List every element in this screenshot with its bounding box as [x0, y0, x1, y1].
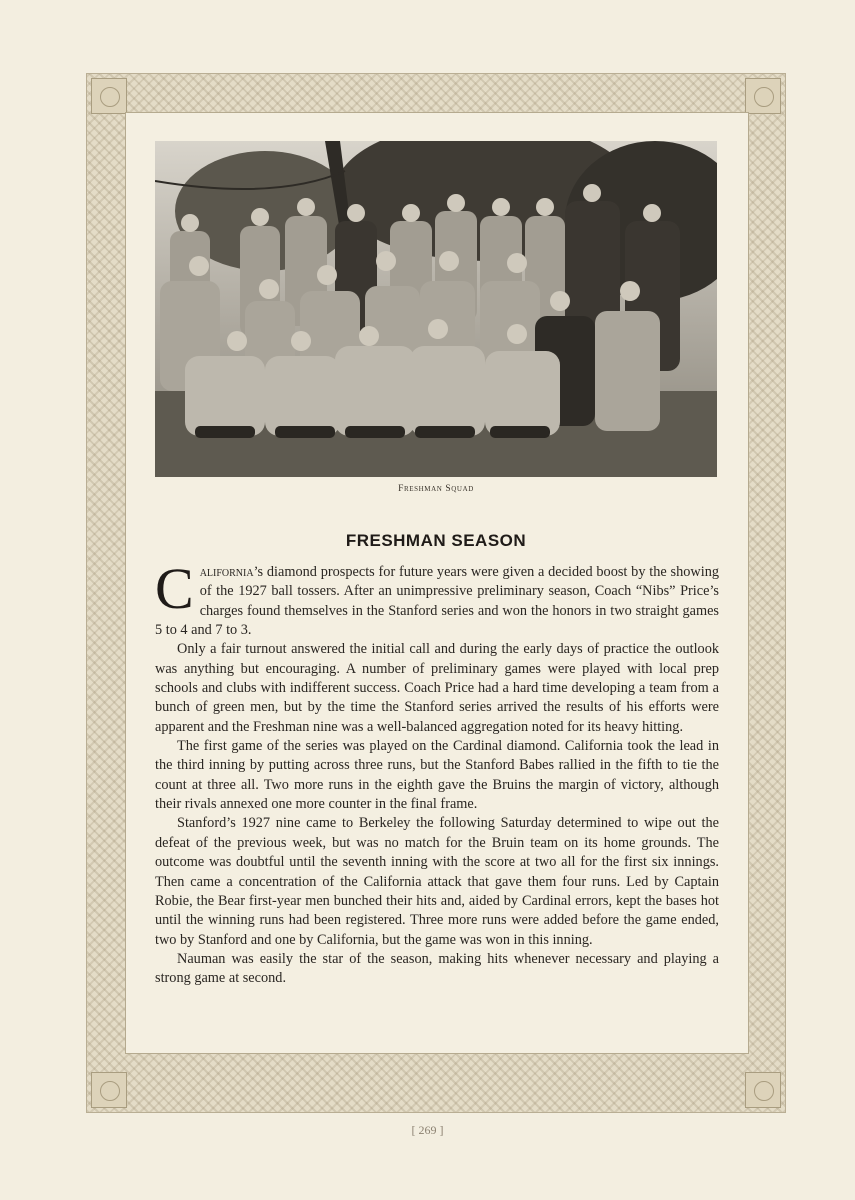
- paragraph: Nauman was easily the star of the season, making hits whenever necessary and playing a strong game at second.: [155, 950, 719, 987]
- team-photo: [155, 141, 717, 477]
- article-body: [155, 556, 719, 989]
- page-number: [ 269 ]: [411, 1123, 444, 1137]
- paragraph-text: ’s diamond prospects for future years were given a decided boost by the showing of the 1927 ball tossers. After an unimpressive preliminary season, Coach “Nibs” Price’s charges found themselves in the Stanford series and won the honors in two straight games 5 to 4 and 7 to 3.: [155, 564, 719, 639]
- paragraph: [155, 556, 719, 640]
- lead-smallcaps: alifornia: [199, 564, 254, 580]
- article-title: FRESHMAN SEASON: [345, 531, 527, 550]
- paragraph: Stanford’s 1927 nine came to Berkeley the following Saturday determined to wipe out the defeat of the previous week, but was no match for the Bruin team on its home grounds. The outcome was doubtful until the seventh inning with the score at two all for the first six innings. Then came a concentration of the California attack that gave them four runs. Led by Captain Robie, the Bear first-year men bunched their hits and, aided by Cardinal errors, kept the bases hot until the winning runs had been registered. Three more runs were added before the game ended, two by Stanford and one by California, but the game was won in this inning.: [155, 815, 719, 948]
- border-corner-ornament: [745, 1072, 781, 1108]
- border-corner-ornament: [91, 78, 127, 114]
- paragraph: Only a fair turnout answered the initial call and during the early days of practice the outlook was anything but encouraging. A number of preliminary games were played with local prep schools and clubs with indifferent success. Coach Price had a hard time developing a team from a bunch of green men, but by the time the Stanford series arrived the results of his efforts were apparent and the Freshman nine was a well-balanced aggregation noted for its heavy hitting.: [155, 641, 719, 735]
- photo-caption: Freshman Squad: [398, 484, 474, 494]
- border-corner-ornament: [91, 1072, 127, 1108]
- drop-cap: C: [155, 556, 194, 621]
- border-corner-ornament: [745, 78, 781, 114]
- paragraph: The first game of the series was played on the Cardinal diamond. California took the lead in the third inning by putting across three runs, but the Stanford Babes rallied in the fifth to tie the count at three all. Two more runs in the eighth gave the Bruins the margin of victory, although their rivals annexed one more counter in the final frame.: [155, 738, 719, 813]
